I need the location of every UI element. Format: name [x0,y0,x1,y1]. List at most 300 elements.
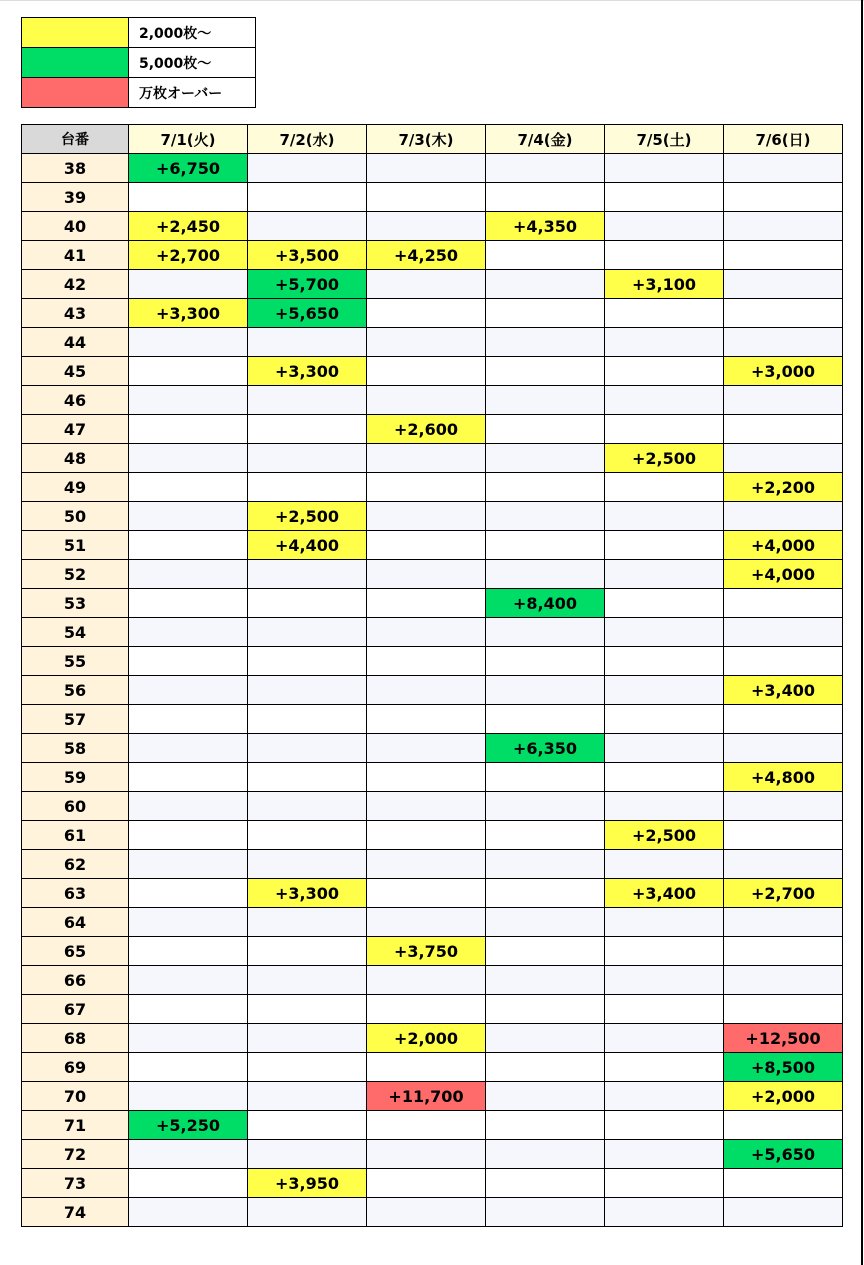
table-row [22,705,843,734]
result-cell [129,183,248,212]
result-cell: +11,700 [367,1082,486,1111]
result-cell [129,589,248,618]
result-cell [605,241,724,270]
table-row [22,154,843,183]
machine-number: 39 [22,183,129,212]
result-cell [367,183,486,212]
result-cell [129,734,248,763]
result-cell [248,328,367,357]
result-cell [367,879,486,908]
result-cell [129,502,248,531]
machine-number: 73 [22,1169,129,1198]
result-cell [605,966,724,995]
result-cell [486,937,605,966]
result-cell [486,705,605,734]
table-row [22,560,843,589]
result-cell [248,937,367,966]
result-cell [248,212,367,241]
machine-number: 71 [22,1111,129,1140]
table-row [22,415,843,444]
table-row [22,1024,843,1053]
result-cell [129,792,248,821]
header-row [22,125,843,154]
result-cell: +2,200 [724,473,843,502]
result-cell [129,995,248,1024]
result-cell [367,270,486,299]
legend-swatch-red [22,78,129,108]
result-cell [486,357,605,386]
legend-row-yellow [22,18,256,48]
table-row [22,821,843,850]
table-row [22,879,843,908]
result-cell [605,560,724,589]
result-cell: +3,000 [724,357,843,386]
result-cell [724,328,843,357]
result-cell [605,357,724,386]
table-row [22,618,843,647]
table-row [22,676,843,705]
result-cell [486,879,605,908]
result-cell [248,966,367,995]
machine-number: 69 [22,1053,129,1082]
machine-number: 70 [22,1082,129,1111]
result-cell [367,154,486,183]
result-cell [724,821,843,850]
result-cell [248,705,367,734]
result-cell: +4,400 [248,531,367,560]
result-cell [724,502,843,531]
result-cell [486,415,605,444]
result-cell [605,995,724,1024]
result-cell: +2,000 [367,1024,486,1053]
result-cell [367,299,486,328]
machine-number: 65 [22,937,129,966]
table-row [22,183,843,212]
result-cell: +6,750 [129,154,248,183]
result-cell [248,1024,367,1053]
result-cell [486,386,605,415]
result-cell [724,908,843,937]
table-row [22,444,843,473]
result-cell [605,415,724,444]
result-cell [129,357,248,386]
machine-number: 52 [22,560,129,589]
result-cell: +2,500 [248,502,367,531]
date-header: 7/2(水) [248,125,367,154]
machine-number: 53 [22,589,129,618]
result-cell [605,705,724,734]
machine-number: 49 [22,473,129,502]
result-cell [248,618,367,647]
result-cell [724,1169,843,1198]
legend-label-yellow: 2,000枚～ [129,18,256,48]
result-cell [486,1024,605,1053]
table-row [22,502,843,531]
result-cell: +5,650 [724,1140,843,1169]
result-cell [248,908,367,937]
result-cell [486,531,605,560]
result-cell [367,444,486,473]
result-cell [367,995,486,1024]
result-cell [129,1082,248,1111]
result-cell [486,647,605,676]
result-cell [367,647,486,676]
result-cell [486,1140,605,1169]
date-header: 7/6(日) [724,125,843,154]
date-header: 7/3(木) [367,125,486,154]
result-cell [129,444,248,473]
machine-number: 58 [22,734,129,763]
result-cell [367,357,486,386]
result-cell [486,183,605,212]
result-cell [486,1111,605,1140]
result-cell [248,473,367,502]
result-cell [248,589,367,618]
result-cell [248,995,367,1024]
result-cell: +3,950 [248,1169,367,1198]
table-row [22,270,843,299]
result-cell [724,299,843,328]
result-cell [129,1169,248,1198]
result-cell: +4,000 [724,531,843,560]
result-cell [486,966,605,995]
table-row [22,299,843,328]
table-row [22,995,843,1024]
result-cell [129,1140,248,1169]
machine-number: 67 [22,995,129,1024]
result-cell [605,618,724,647]
machine-number: 41 [22,241,129,270]
machine-number: 61 [22,821,129,850]
legend-row-red [22,78,256,108]
result-cell [129,908,248,937]
result-cell [605,589,724,618]
result-cell [605,1198,724,1227]
result-cell [724,241,843,270]
result-cell [724,966,843,995]
machine-number: 46 [22,386,129,415]
result-cell [486,792,605,821]
result-cell [129,676,248,705]
machine-number: 45 [22,357,129,386]
result-cell [605,328,724,357]
result-cell [367,850,486,879]
result-cell [605,502,724,531]
result-cell [724,415,843,444]
machine-number: 57 [22,705,129,734]
result-cell [129,937,248,966]
result-cell [367,1169,486,1198]
result-cell: +2,500 [605,444,724,473]
legend-label-red: 万枚オーバー [129,78,256,108]
result-cell [605,386,724,415]
result-cell: +2,450 [129,212,248,241]
machine-number: 64 [22,908,129,937]
table-row [22,937,843,966]
result-cell: +6,350 [486,734,605,763]
result-cell: +8,500 [724,1053,843,1082]
machine-number: 54 [22,618,129,647]
result-cell [486,270,605,299]
result-cell [248,734,367,763]
result-cell [248,792,367,821]
result-cell [486,328,605,357]
machine-number: 56 [22,676,129,705]
result-cell [605,676,724,705]
result-cell [486,995,605,1024]
result-cell [605,792,724,821]
result-cell [486,908,605,937]
result-cell [248,1111,367,1140]
result-cell: +4,000 [724,560,843,589]
result-cell [129,647,248,676]
result-cell [724,792,843,821]
result-cell [605,154,724,183]
table-body [22,154,843,1227]
machine-number: 72 [22,1140,129,1169]
result-cell [486,1169,605,1198]
result-cell [129,879,248,908]
result-cell [486,1053,605,1082]
right-border [861,0,863,1265]
result-cell: +5,250 [129,1111,248,1140]
result-cell [129,821,248,850]
result-cell [605,1111,724,1140]
result-cell [486,241,605,270]
result-cell [367,531,486,560]
result-cell [605,183,724,212]
date-header: 7/5(土) [605,125,724,154]
result-cell [486,299,605,328]
result-cell [367,966,486,995]
legend-row-green [22,48,256,78]
result-cell [367,792,486,821]
machine-number: 47 [22,415,129,444]
result-cell [486,1198,605,1227]
result-cell [724,734,843,763]
result-cell [605,212,724,241]
result-cell [486,560,605,589]
machine-number: 38 [22,154,129,183]
result-cell [605,299,724,328]
table-row [22,386,843,415]
table-row [22,212,843,241]
result-cell [367,473,486,502]
result-cell [248,154,367,183]
result-cell [367,821,486,850]
result-cell [367,734,486,763]
result-cell [724,444,843,473]
result-cell [605,1024,724,1053]
result-cell [248,560,367,589]
result-cell [248,850,367,879]
result-cell [248,763,367,792]
result-cell [248,676,367,705]
result-cell [129,1024,248,1053]
result-cell: +3,100 [605,270,724,299]
result-cell [605,1169,724,1198]
result-cell: +3,300 [129,299,248,328]
result-cell [129,966,248,995]
result-cell [129,473,248,502]
result-cell [367,1198,486,1227]
result-cell [367,589,486,618]
result-cell: +3,400 [724,676,843,705]
result-cell [486,473,605,502]
result-cell [248,821,367,850]
result-cell [129,328,248,357]
table-row [22,589,843,618]
machine-number: 40 [22,212,129,241]
result-cell [605,850,724,879]
result-cell: +4,350 [486,212,605,241]
table-row [22,473,843,502]
result-cell [248,1053,367,1082]
result-cell [248,386,367,415]
table-row [22,792,843,821]
table-row [22,1111,843,1140]
result-cell [486,763,605,792]
result-cell [129,618,248,647]
machine-number: 43 [22,299,129,328]
result-cell [248,647,367,676]
table-row [22,328,843,357]
date-header: 7/1(火) [129,125,248,154]
result-cell: +3,400 [605,879,724,908]
result-cell [724,270,843,299]
result-cell [367,502,486,531]
result-cell [129,270,248,299]
machine-number: 44 [22,328,129,357]
result-cell [129,763,248,792]
result-cell [605,1140,724,1169]
machine-number: 48 [22,444,129,473]
result-cell [486,850,605,879]
table-row [22,763,843,792]
result-cell [367,1111,486,1140]
result-cell [724,850,843,879]
machine-number: 62 [22,850,129,879]
result-cell [486,502,605,531]
result-cell [129,415,248,444]
result-cell [605,473,724,502]
result-cell [724,618,843,647]
machine-number: 60 [22,792,129,821]
machine-number: 59 [22,763,129,792]
result-cell [724,386,843,415]
result-cell [605,763,724,792]
result-cell [605,1082,724,1111]
result-cell [248,1198,367,1227]
result-cell [724,212,843,241]
table-row [22,734,843,763]
machine-number: 68 [22,1024,129,1053]
result-cell [129,386,248,415]
result-cell [367,1053,486,1082]
table-row [22,531,843,560]
table-row [22,647,843,676]
result-cell [367,676,486,705]
machine-number-header: 台番 [22,125,129,154]
table-row [22,1169,843,1198]
machine-number: 42 [22,270,129,299]
result-cell [248,444,367,473]
result-cell [724,589,843,618]
result-cell [367,1140,486,1169]
result-cell: +2,600 [367,415,486,444]
result-cell: +4,250 [367,241,486,270]
result-cell [367,763,486,792]
result-cell [486,1082,605,1111]
result-cell: +12,500 [724,1024,843,1053]
result-cell [486,676,605,705]
result-cell [486,618,605,647]
result-cell [129,560,248,589]
result-cell [605,1053,724,1082]
machine-number: 66 [22,966,129,995]
result-cell: +3,300 [248,879,367,908]
legend-label-green: 5,000枚～ [129,48,256,78]
result-cell: +4,800 [724,763,843,792]
result-cell [367,212,486,241]
top-border [0,0,864,1]
table-row [22,241,843,270]
result-cell: +3,500 [248,241,367,270]
result-cell [248,415,367,444]
result-cell [605,734,724,763]
result-cell [724,183,843,212]
result-cell [129,705,248,734]
result-cell [367,386,486,415]
result-cell [367,328,486,357]
result-cell: +3,300 [248,357,367,386]
table-row [22,966,843,995]
table-row [22,357,843,386]
table-row [22,1053,843,1082]
result-cell [367,705,486,734]
result-cell [724,154,843,183]
result-cell [129,1198,248,1227]
table-row [22,908,843,937]
result-cell: +3,750 [367,937,486,966]
result-cell [248,1082,367,1111]
machine-number: 51 [22,531,129,560]
result-cell [248,1140,367,1169]
result-cell [367,618,486,647]
result-cell [367,560,486,589]
legend-swatch-yellow [22,18,129,48]
result-cell [248,183,367,212]
table-row [22,1140,843,1169]
date-header: 7/4(金) [486,125,605,154]
result-cell [724,705,843,734]
result-cell [486,444,605,473]
result-cell: +2,700 [129,241,248,270]
result-cell [605,937,724,966]
result-cell [486,821,605,850]
result-cell [129,850,248,879]
result-cell [129,1053,248,1082]
result-cell [129,531,248,560]
result-cell [486,154,605,183]
results-table [21,124,843,1227]
result-cell: +2,500 [605,821,724,850]
color-legend [21,17,256,108]
machine-number: 63 [22,879,129,908]
table-row [22,1082,843,1111]
result-cell [367,908,486,937]
result-cell [605,531,724,560]
